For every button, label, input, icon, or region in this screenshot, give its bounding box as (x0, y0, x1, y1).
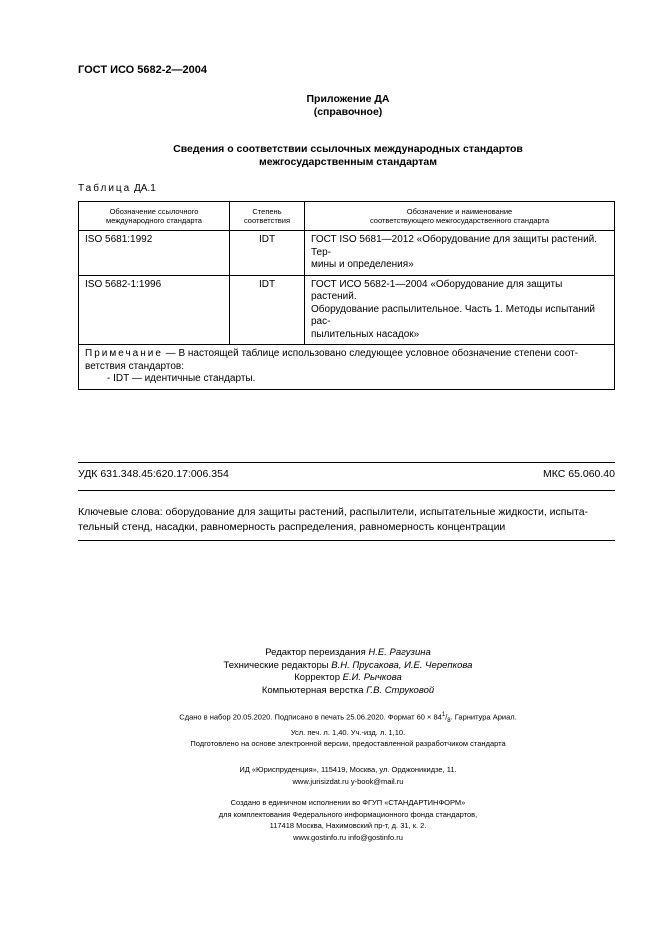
header-cell-degree: Степень соответствия (230, 202, 305, 231)
cell-reference-standard: ISO 5681:1992 (79, 231, 230, 276)
mks-code: МКС 65.060.40 (543, 468, 615, 480)
header-cell-interstate: Обозначение и наименование соответствующего межгосударственного стандарта (305, 202, 615, 231)
table-row (79, 275, 615, 345)
annex-heading (0, 93, 661, 119)
publisher-info: ИД «Юриспруденция», 115419, Москва, ул. Орджоникидзе, 11. www.jurisizdat.ru y-book@mail.ru (239, 765, 457, 786)
cell-degree: IDT (230, 275, 305, 345)
table-row (79, 231, 615, 276)
udk-code: УДК 631.348.45:620.17:006.354 (78, 468, 229, 480)
keywords: Ключевые слова: оборудование для защиты растений, распылители, испытательные жидкости, испыта- тельный стенд, насадки, равномерность распределения, равномерность концентрации (78, 506, 589, 533)
divider-middle (78, 490, 615, 491)
annex-kind: (справочное) (313, 106, 383, 118)
table-label-number: ДА.1 (134, 183, 156, 194)
correspondence-table (78, 201, 615, 390)
cell-interstate-standard: ГОСТ ISO 5681—2012 «Оборудование для защиты растений. Тер- мины и определения» (305, 231, 615, 276)
credit-line: Компьютерная верстка Г.В. Струковой (261, 684, 435, 696)
table-label-word: Таблица (78, 183, 132, 194)
table-label (78, 183, 156, 194)
divider-top (78, 462, 615, 463)
section-heading (0, 143, 661, 169)
print-details: Сдано в набор 20.05.2020. Подписано в печать 25.06.2020. Формат $60 \times 84^1/_8$. Гарнитура Ариал. Усл. печ. л. 1,40. Уч.-изд. л. 1,10. (179, 712, 517, 737)
section-heading-line2: межгосударственным стандартам (259, 156, 437, 168)
cell-interstate-standard: ГОСТ ИСО 5682-1—2004 «Оборудование для защиты растений. Оборудование распылительное. Часть 1. Методы испытаний рас- пылительных насадок» (305, 275, 615, 345)
note-word: Примечание (85, 348, 163, 359)
table-note: Примечание — В настоящей таблице использовано следующее условное обозначение степени соот- ветствия стандартов: - IDT — идентичные стандарты. (79, 345, 615, 390)
produced-by-info: Создано в единичном исполнении во ФГУП «СТАНДАРТИНФОРМ» для комплектования Федерального информационного фонда стандартов, 117418 Москва, Нахимовский пр-т, д. 31, к. 2. www.gostinfo.ru info@gostinfo.ru (218, 798, 478, 842)
document-code: ГОСТ ИСО 5682-2—2004 (78, 64, 208, 76)
credit-line: Редактор переиздания Н.Е. Рагузина (265, 647, 431, 658)
prepared-note: Подготовлено на основе электронной версии, предоставленной разработчиком стандарта (190, 739, 506, 748)
table-header-row (79, 202, 615, 231)
credit-line: Технические редакторы В.Н. Прусакова, И.Е. Черепкова (223, 659, 473, 671)
annex-title: Приложение ДА (306, 93, 390, 105)
header-cell-reference: Обозначение ссылочного международного стандарта (79, 202, 230, 231)
credits-block (0, 647, 661, 697)
table-note-row (79, 345, 615, 390)
credit-line: Корректор Е.И. Рычкова (294, 672, 402, 683)
cell-degree: IDT (230, 231, 305, 276)
cell-reference-standard: ISO 5682-1:1996 (79, 275, 230, 345)
divider-bottom (78, 540, 615, 541)
section-heading-line1: Сведения о соответствии ссылочных международных стандартов (173, 143, 523, 155)
